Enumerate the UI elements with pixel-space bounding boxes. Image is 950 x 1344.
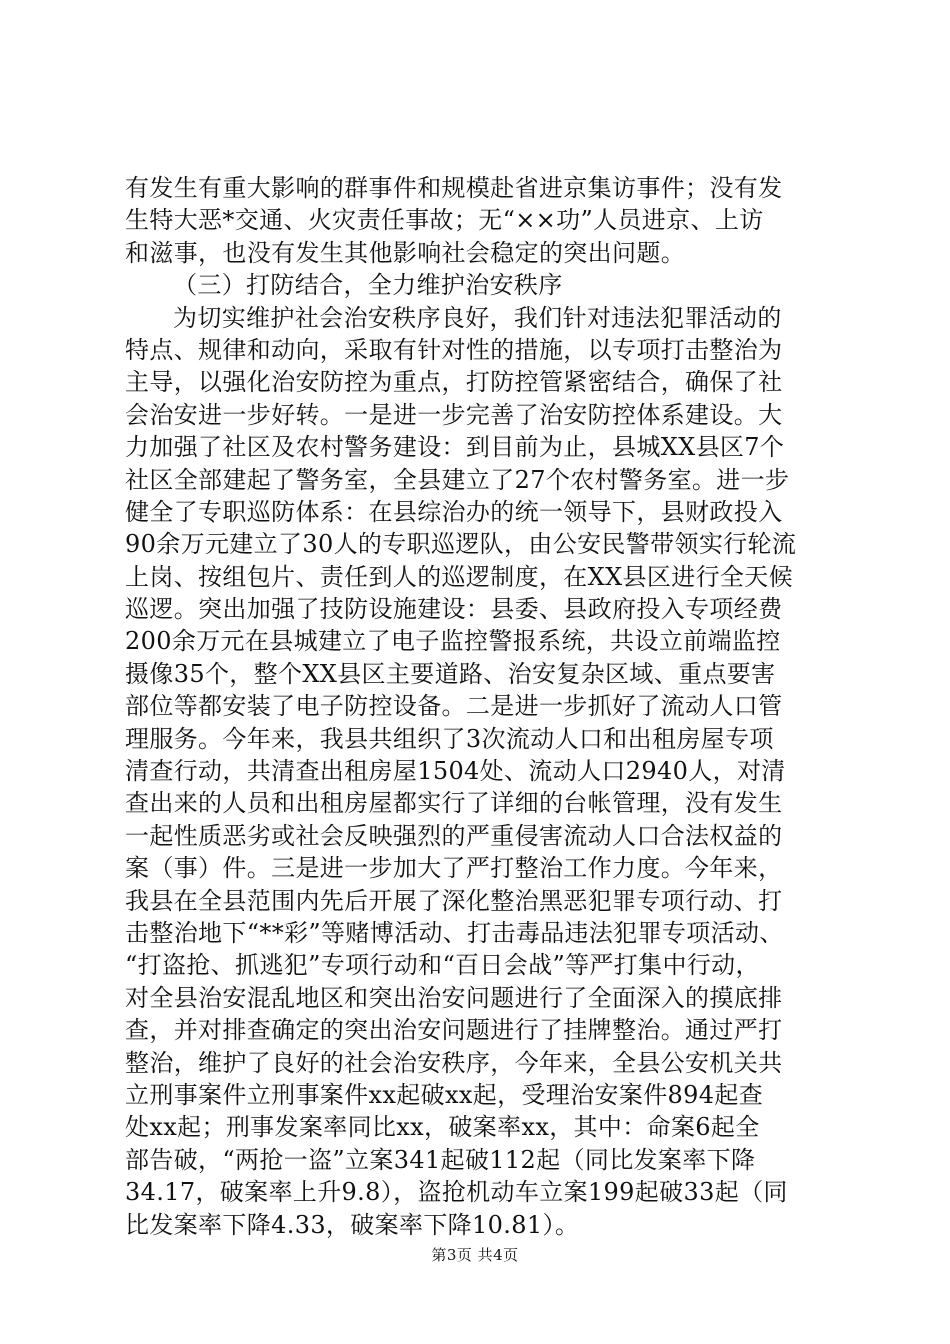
body-line: 摄像35个，整个XX县区主要道路、治安复杂区域、重点要害 bbox=[125, 659, 776, 688]
body-line: 健全了专职巡防体系：在县综治办的统一领导下，县财政投入 bbox=[125, 497, 783, 526]
body-line: 生特大恶*交通、火灾责任事故；无“××功”人员进京、上访 bbox=[125, 206, 764, 235]
body-line: 查出来的人员和出租房屋都实行了详细的台帐管理，没有发生 bbox=[125, 789, 783, 818]
body-line: 对全县治安混乱地区和突出治安问题进行了全面深入的摸底排 bbox=[125, 983, 783, 1012]
body-line: 34.17，破案率上升9.8），盗抢机动车立案199起破33起（同 bbox=[125, 1178, 788, 1207]
body-line: “打盗抢、抓逃犯”专项行动和“百日会战”等严打集中行动， bbox=[125, 951, 760, 980]
body-line: 上岗、按组包片、责任到人的巡逻制度，在XX县区进行全天候 bbox=[125, 562, 793, 591]
body-line: 90余万元建立了30人的专职巡逻队，由公安民警带领实行轮流 bbox=[125, 530, 797, 559]
body-line: 比发案率下降4.33，破案率下降10.81）。 bbox=[125, 1210, 580, 1239]
body-line: 整治，维护了良好的社会治安秩序，今年来，全县公安机关共 bbox=[125, 1048, 783, 1077]
body-line: 一起性质恶劣或社会反映强烈的严重侵害流动人口合法权益的 bbox=[125, 821, 783, 850]
body-line: 理服务。今年来，我县共组织了3次流动人口和出租房屋专项 bbox=[125, 724, 774, 753]
document-body bbox=[125, 172, 830, 1241]
body-line: 清查行动，共清查出租房屋1504处、流动人口2940人，对清 bbox=[125, 757, 786, 786]
body-line: 立刑事案件立刑事案件xx起破xx起，受理治安案件894起查 bbox=[125, 1080, 764, 1109]
body-line: 主导，以强化治安防控为重点，打防控管紧密结合，确保了社 bbox=[125, 368, 783, 397]
body-line: 特点、规律和动向，采取有针对性的措施，以专项打击整治为 bbox=[125, 335, 783, 364]
body-line: 处xx起；刑事发案率同比xx，破案率xx，其中：命案6起全 bbox=[125, 1113, 760, 1142]
body-line: 和滋事，也没有发生其他影响社会稳定的突出问题。 bbox=[125, 238, 686, 267]
body-line: 查，并对排查确定的突出治安问题进行了挂牌整治。通过严打 bbox=[125, 1016, 783, 1045]
body-line: 部告破，“两抢一盗”立案341起破112起（同比发案率下降 bbox=[125, 1145, 756, 1174]
body-line: 巡逻。突出加强了技防设施建设：县委、县政府投入专项经费 bbox=[125, 595, 783, 624]
body-line: 200余万元在县城建立了电子监控警报系统，共设立前端监控 bbox=[125, 627, 781, 656]
body-line: 击整治地下“**彩”等赌博活动、打击毒品违法犯罪专项活动、 bbox=[125, 918, 784, 947]
section-heading: （三）打防结合，全力维护治安秩序 bbox=[173, 271, 563, 300]
body-line: 力加强了社区及农村警务建设：到目前为止，县城XX县区7个 bbox=[125, 433, 785, 462]
body-line: 案（事）件。三是进一步加大了严打整治工作力度。今年来， bbox=[125, 854, 783, 883]
body-line: 有发生有重大影响的群事件和规模赴省进京集访事件；没有发 bbox=[125, 174, 783, 202]
body-line: 部位等都安装了电子防控设备。二是进一步抓好了流动人口管 bbox=[125, 692, 783, 721]
page-number-footer: 第3页 共4页 bbox=[431, 1246, 519, 1264]
body-line: 社区全部建起了警务室，全县建立了27个农村警务室。进一步 bbox=[125, 465, 790, 494]
body-line: 我县在全县范围内先后开展了深化整治黑恶犯罪专项行动、打 bbox=[125, 886, 783, 915]
body-line: 为切实维护社会治安秩序良好，我们针对违法犯罪活动的 bbox=[173, 303, 782, 332]
body-line: 会治安进一步好转。一是进一步完善了治安防控体系建设。大 bbox=[125, 400, 783, 429]
